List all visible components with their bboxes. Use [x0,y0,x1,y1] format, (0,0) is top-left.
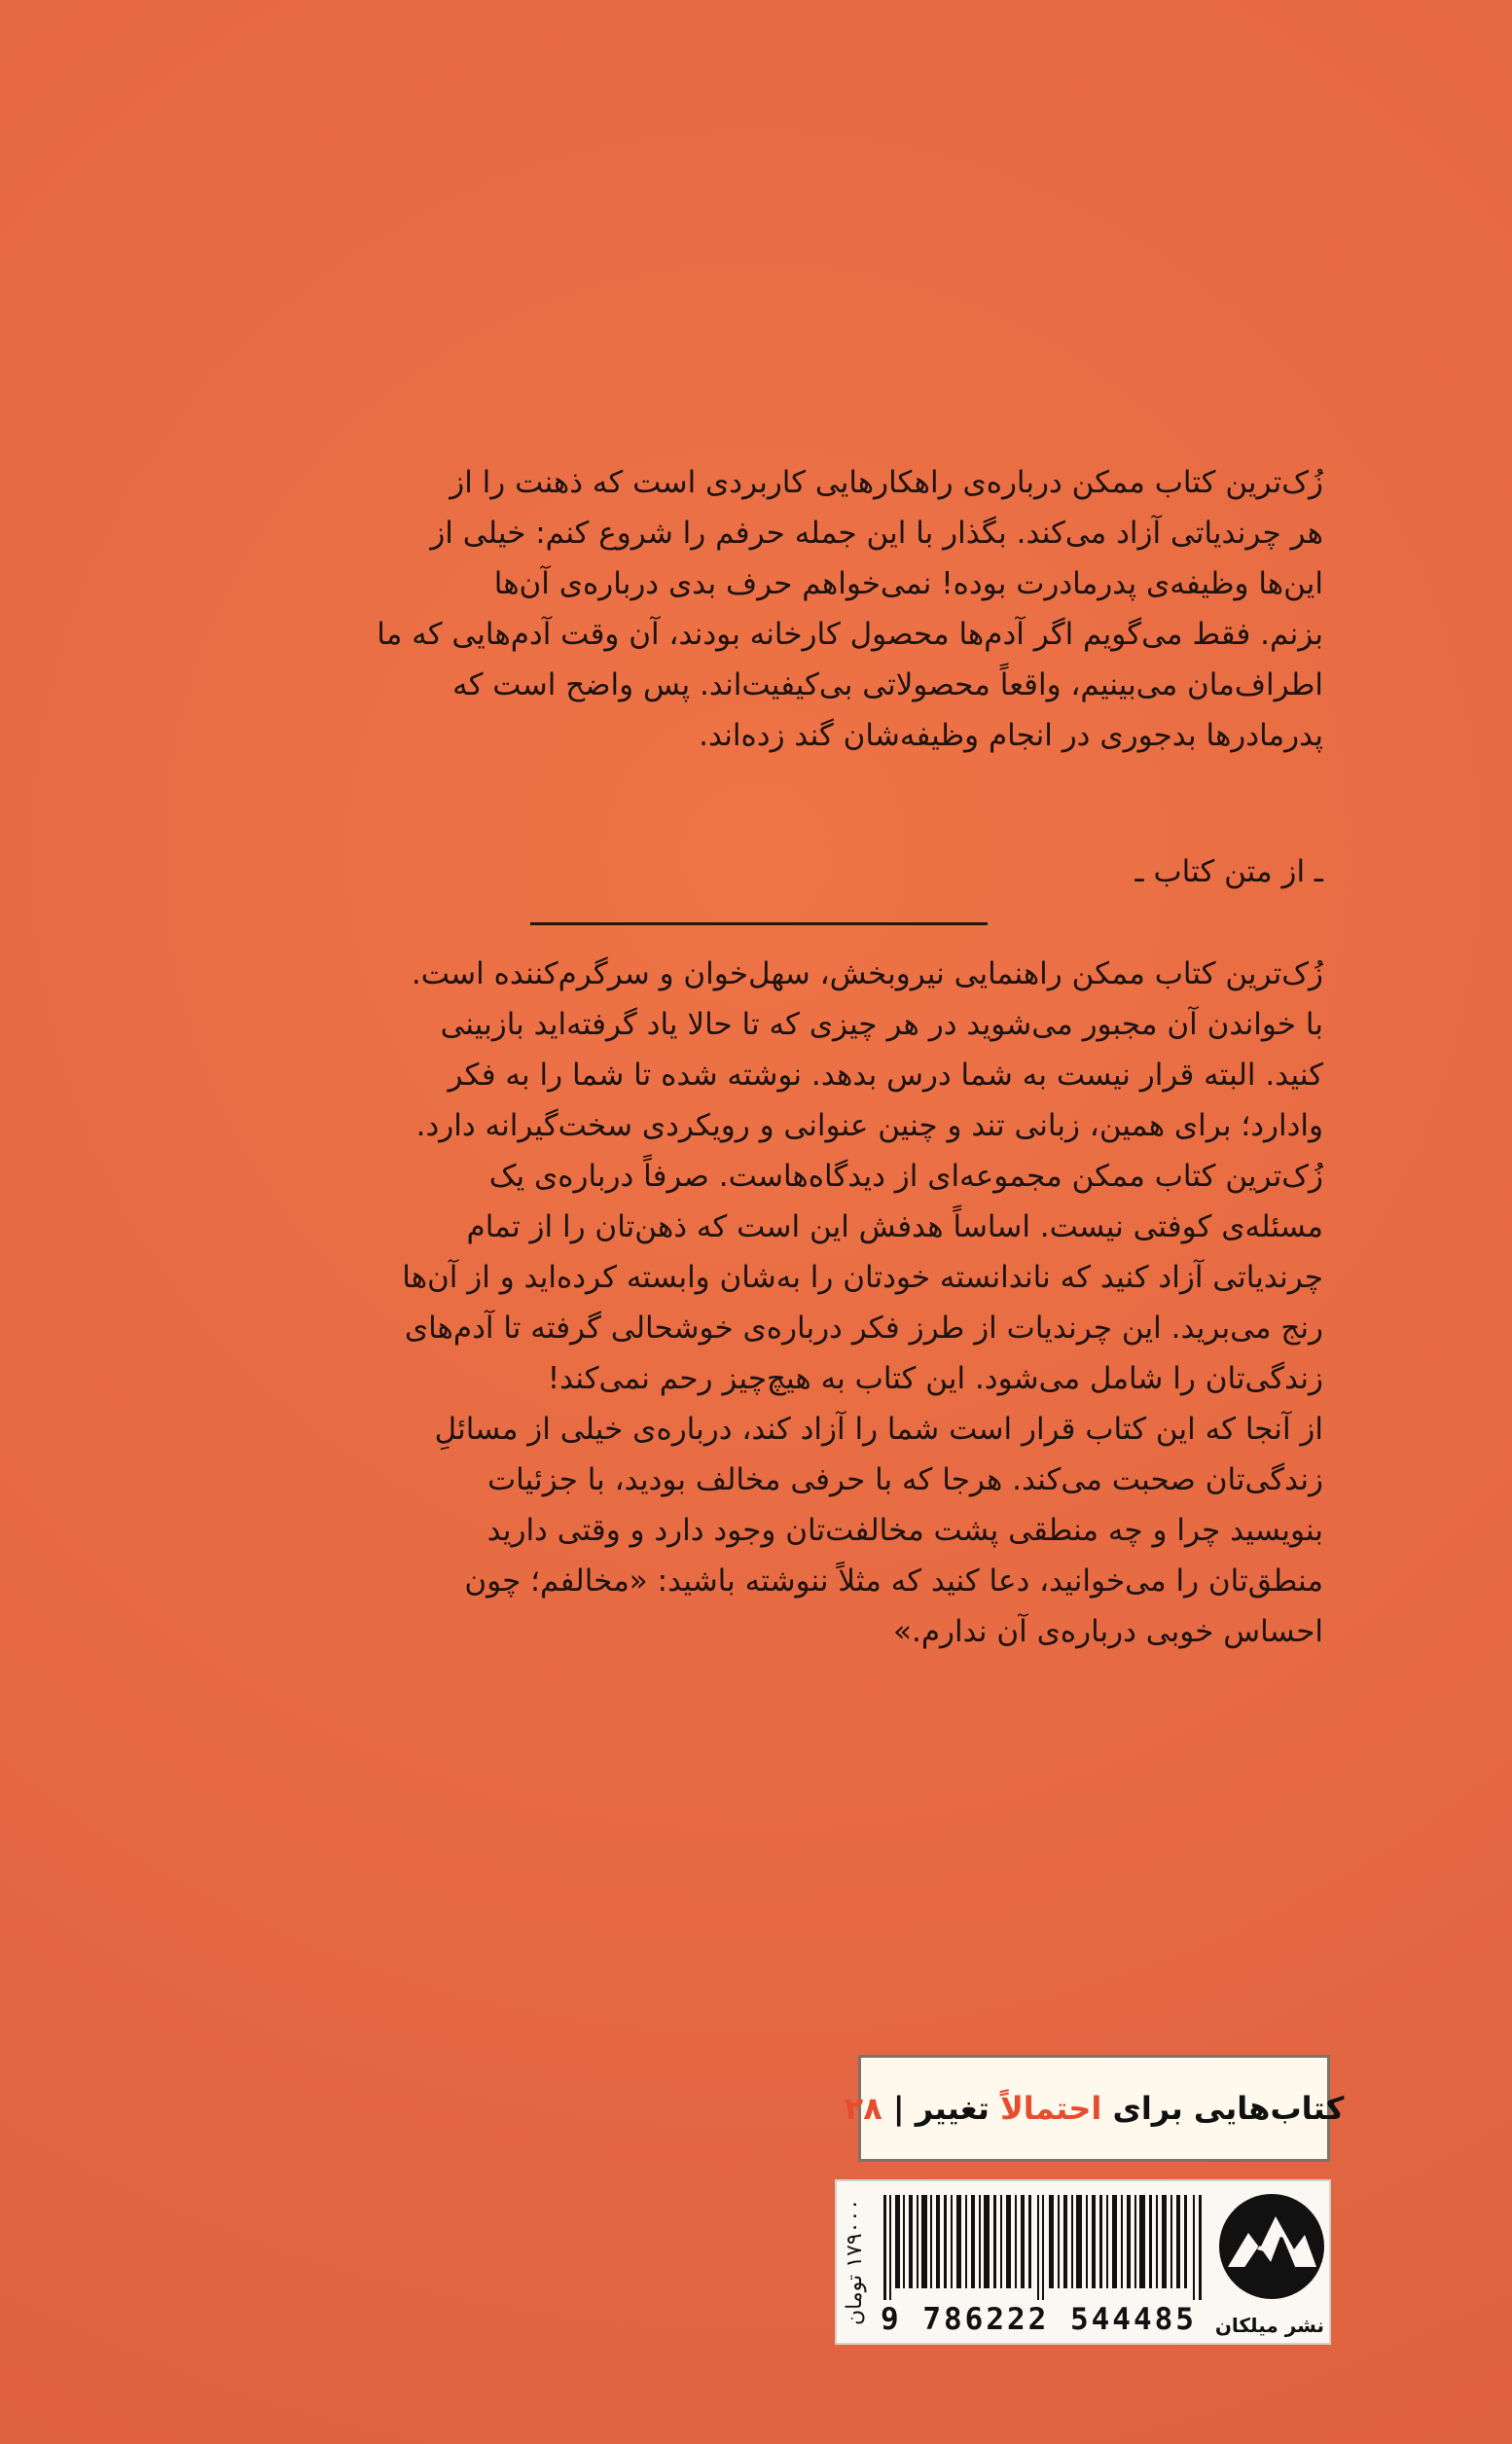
description-line: از آنجا که این کتاب قرار است شما را آزاد کند، درباره‌ی خیلی از مسائلِ [434,1412,1323,1447]
quote-line: بزنم. فقط می‌گویم اگر آدم‌ها محصول کارخانه بودند، آن وقت آدم‌هایی که ما [377,617,1323,652]
series-prefix: کتاب‌هایی برای [1112,2090,1345,2127]
publisher-logo [1214,2189,1324,2337]
price-label: ۱۷۹۰۰۰ تومان [843,2199,867,2326]
description-line: احساس خوبی درباره‌ی آن ندارم.» [893,1614,1323,1649]
description-line: بنویسید چرا و چه منطقی پشت مخالفت‌تان وجود دارد و وقتی دارید [486,1513,1323,1548]
description-line: وادارد؛ برای همین، زبانی تند و چنین عنوانی و رویکردی سخت‌گیرانه دارد. [415,1108,1323,1143]
series-number: ۲۸ [844,2090,882,2127]
quote-line: هر چرندیاتی آزاد می‌کند. بگذار با این جمله حرفم را شروع کنم: خیلی از [430,516,1323,551]
isbn-number: 9 786222 544485 [881,2302,1197,2337]
quote-source: ـ از متن کتاب ـ [1134,854,1323,889]
book-description [253,949,1323,1657]
series-highlight: احتمالاً [999,2090,1102,2127]
description-line: زُک‌ترین کتاب ممکن راهنمایی نیروبخش، سهل‌خوان و سرگرم‌کننده است. [411,956,1323,991]
quote-line: این‌ها وظیفه‌ی پدرمادرت بوده! نمی‌خواهم حرف بدی درباره‌ی آن‌ها [493,566,1323,601]
section-divider [530,922,988,925]
series-label-box [844,2055,1345,2162]
description-line: چرندیاتی آزاد کنید که ناندانسته خودتان را به‌شان وابسته کرده‌اید و از آن‌ها [402,1260,1323,1295]
description-line: با خواندن آن مجبور می‌شوید در هر چیزی که تا حالا یاد گرفته‌اید بازبینی [440,1007,1323,1042]
publisher-name: نشر میلکان [1214,2314,1324,2337]
description-line: زندگی‌تان صحبت می‌کند. هرجا که با حرفی مخالف بودید، با جزئیات [487,1462,1323,1497]
description-line: رنج می‌برید. این چرندیات از طرز فکر درباره‌ی خوشحالی گرفته تا آدم‌های [404,1311,1323,1346]
description-line: زُک‌ترین کتاب ممکن مجموعه‌ای از دیدگاه‌هاست. صرفاً درباره‌ی یک [488,1159,1323,1194]
mountain-logo-icon [1219,2189,1324,2304]
barcode-box [835,2179,1331,2345]
description-line: کنید. البته قرار نیست به شما درس بدهد. نوشته شده تا شما را به فکر [448,1058,1323,1093]
description-line: منطق‌تان را می‌خوانید، دعا کنید که مثلاً ننوشته باشید: «مخالفم؛ چون [464,1563,1323,1599]
series-suffix: تغییر [915,2090,990,2127]
description-line: مسئله‌ی کوفتی نیست. اساساً هدفش این است که ذهن‌تان را از تمام [466,1209,1323,1244]
quote-line: زُک‌ترین کتاب ممکن درباره‌ی راهکارهایی کاربردی است که ذهنت را از [450,465,1323,500]
quote-line: پدرمادرها بدجوری در انجام وظیفه‌شان گند زده‌اند. [699,718,1323,753]
book-quote [253,457,1323,761]
series-separator: | [892,2090,905,2127]
quote-line: اطراف‌مان می‌بینیم، واقعاً محصولاتی بی‌کیفیت‌اند. پس واضح است که [452,667,1323,702]
description-line: زندگی‌تان را شامل می‌شود. این کتاب به هیچ‌چیز رحم نمی‌کند! [547,1361,1323,1396]
barcode-icon [883,2195,1205,2300]
